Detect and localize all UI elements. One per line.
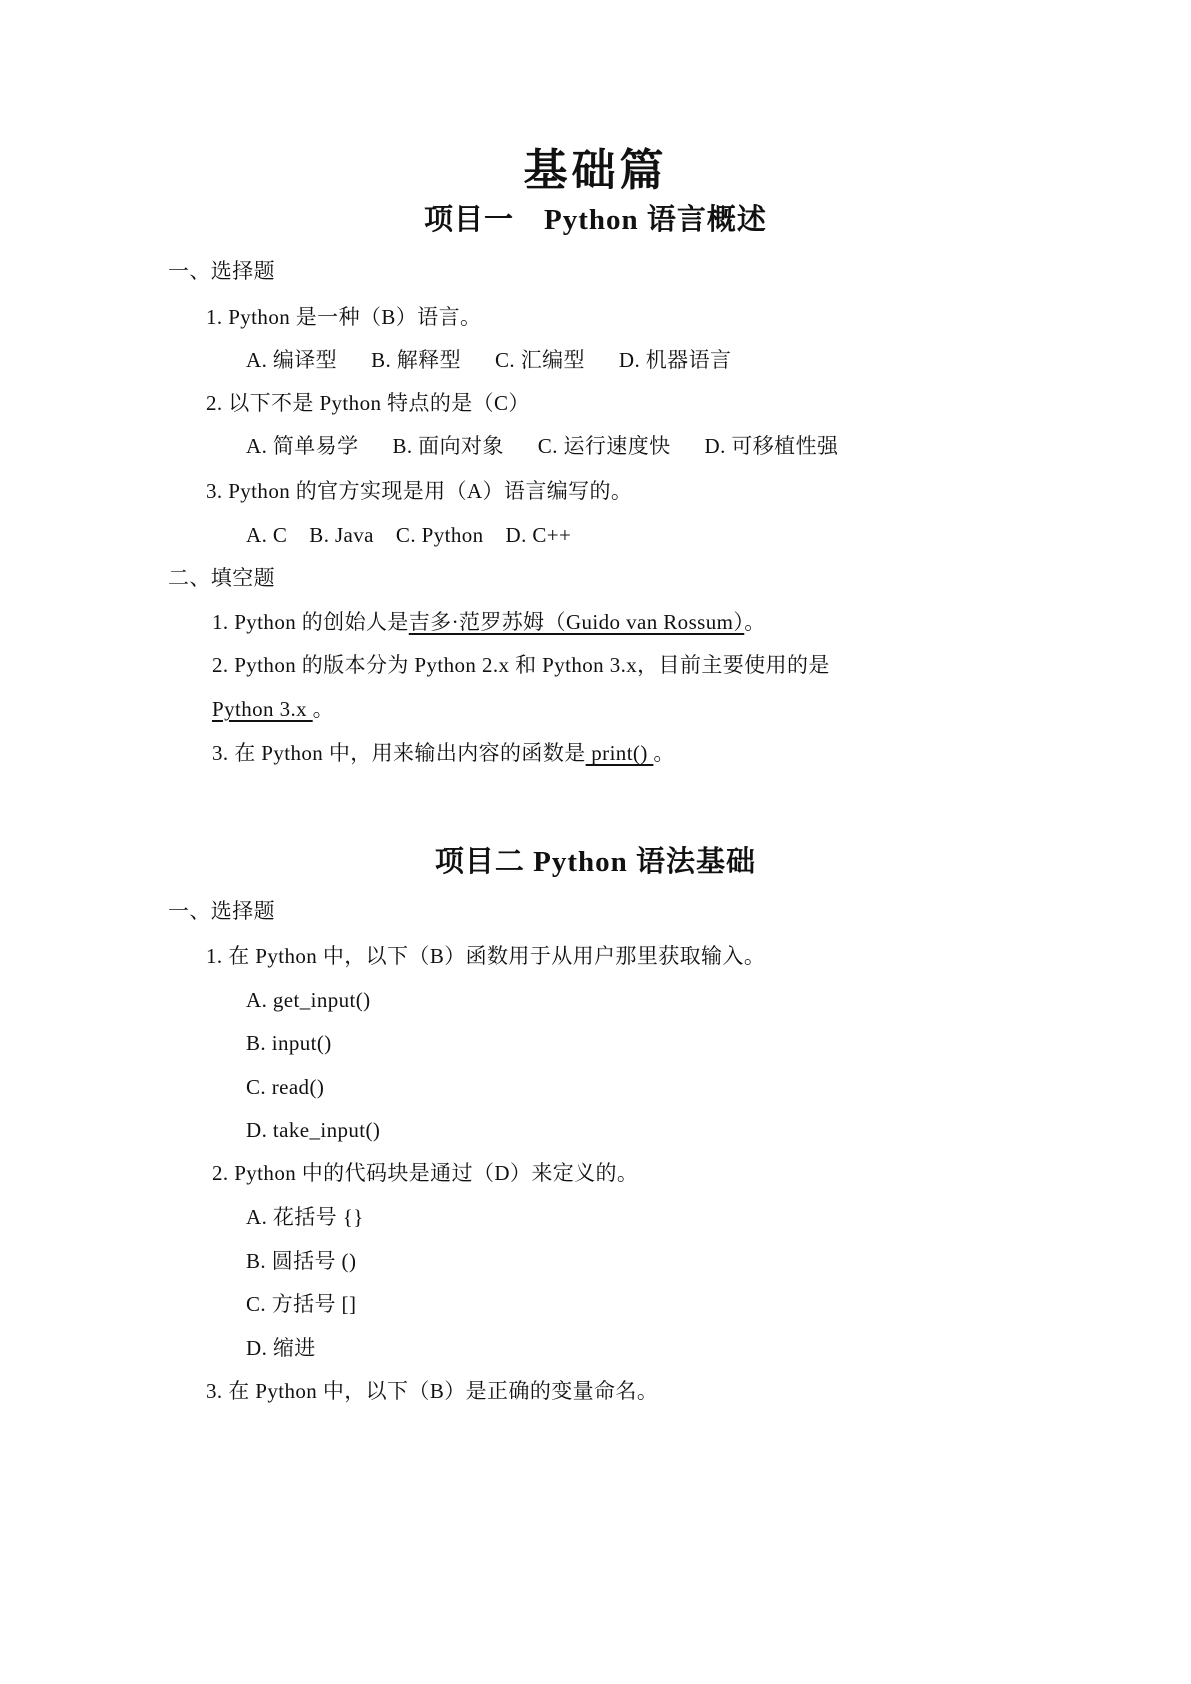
project1-heading: 项目一 Python 语言概述 (424, 204, 767, 236)
p1-q3-option-d: D. C++ (505, 523, 572, 547)
p2-q1-option-b: B. input() (246, 1031, 332, 1055)
p1-f2-suffix: 。 (312, 697, 335, 721)
p1-f2-line2 (212, 694, 334, 724)
p1-q3-option-c: C. Python (395, 523, 484, 547)
p1-q1-option-a: A. 编译型 (246, 348, 338, 372)
p1-q1-option-d: D. 机器语言 (618, 348, 732, 372)
p1-q2-option-a: A. 简单易学 (246, 434, 359, 458)
p1-f1 (212, 607, 766, 637)
p1-q3-option-a: A. C (246, 523, 288, 547)
p1-f1-prefix: 1. Python 的创始人是 (212, 610, 409, 634)
page-title: 基础篇 (523, 146, 668, 195)
p1-q1-option-c: C. 汇编型 (495, 348, 585, 372)
p1-q1-stem: 1. Python 是一种（B）语言。 (206, 305, 482, 329)
p1-q1-options (246, 345, 765, 375)
p1-q2-option-d: D. 可移植性强 (704, 434, 839, 458)
project2-heading: 项目二 Python 语法基础 (434, 846, 757, 878)
p1-f3-prefix: 3. 在 Python 中，用来输出内容的函数是 (212, 741, 586, 765)
p2-q1-stem: 1. 在 Python 中，以下（B）函数用于从用户那里获取输入。 (206, 944, 766, 968)
p1-q3-stem: 3. Python 的官方实现是用（A）语言编写的。 (206, 479, 633, 503)
p1-f3-answer: print() (585, 741, 654, 765)
p1-q2-option-b: B. 面向对象 (392, 434, 504, 458)
p1-section-choice: 一、选择题 (168, 259, 275, 283)
p2-q2-option-b: B. 圆括号 () (246, 1249, 357, 1273)
p2-q2-stem: 2. Python 中的代码块是通过（D）来定义的。 (212, 1161, 639, 1185)
p2-q2-option-d: D. 缩进 (246, 1336, 316, 1360)
p1-q2-option-c: C. 运行速度快 (537, 434, 671, 458)
p1-f3-suffix: 。 (653, 741, 675, 765)
p1-f1-answer: 吉多·范罗苏姆（Guido van Rossum） (408, 610, 745, 634)
p1-q3-option-b: B. Java (309, 523, 374, 547)
p1-f2-answer: Python 3.x (212, 697, 313, 721)
p1-f2-line1: 2. Python 的版本分为 Python 2.x 和 Python 3.x，目前主要使用的是 (212, 653, 830, 677)
p2-section-choice: 一、选择题 (168, 899, 275, 923)
p2-q2-option-a: A. 花括号 {} (246, 1205, 364, 1229)
p2-q1-option-a: A. get_input() (246, 988, 371, 1012)
p1-section-fill: 二、填空题 (168, 566, 275, 590)
p2-q1-option-d: D. take_input() (246, 1118, 381, 1142)
p1-q2-stem: 2. 以下不是 Python 特点的是（C） (206, 391, 530, 415)
p1-q2-options (246, 431, 872, 461)
p1-f1-suffix: 。 (744, 610, 766, 634)
p1-q3-options (246, 520, 593, 550)
p1-f3 (212, 738, 675, 768)
p2-q3-stem: 3. 在 Python 中，以下（B）是正确的变量命名。 (206, 1379, 659, 1403)
p2-q2-option-c: C. 方括号 [] (246, 1292, 357, 1316)
p2-q1-option-c: C. read() (246, 1075, 325, 1099)
p1-q1-option-b: B. 解释型 (371, 348, 461, 372)
